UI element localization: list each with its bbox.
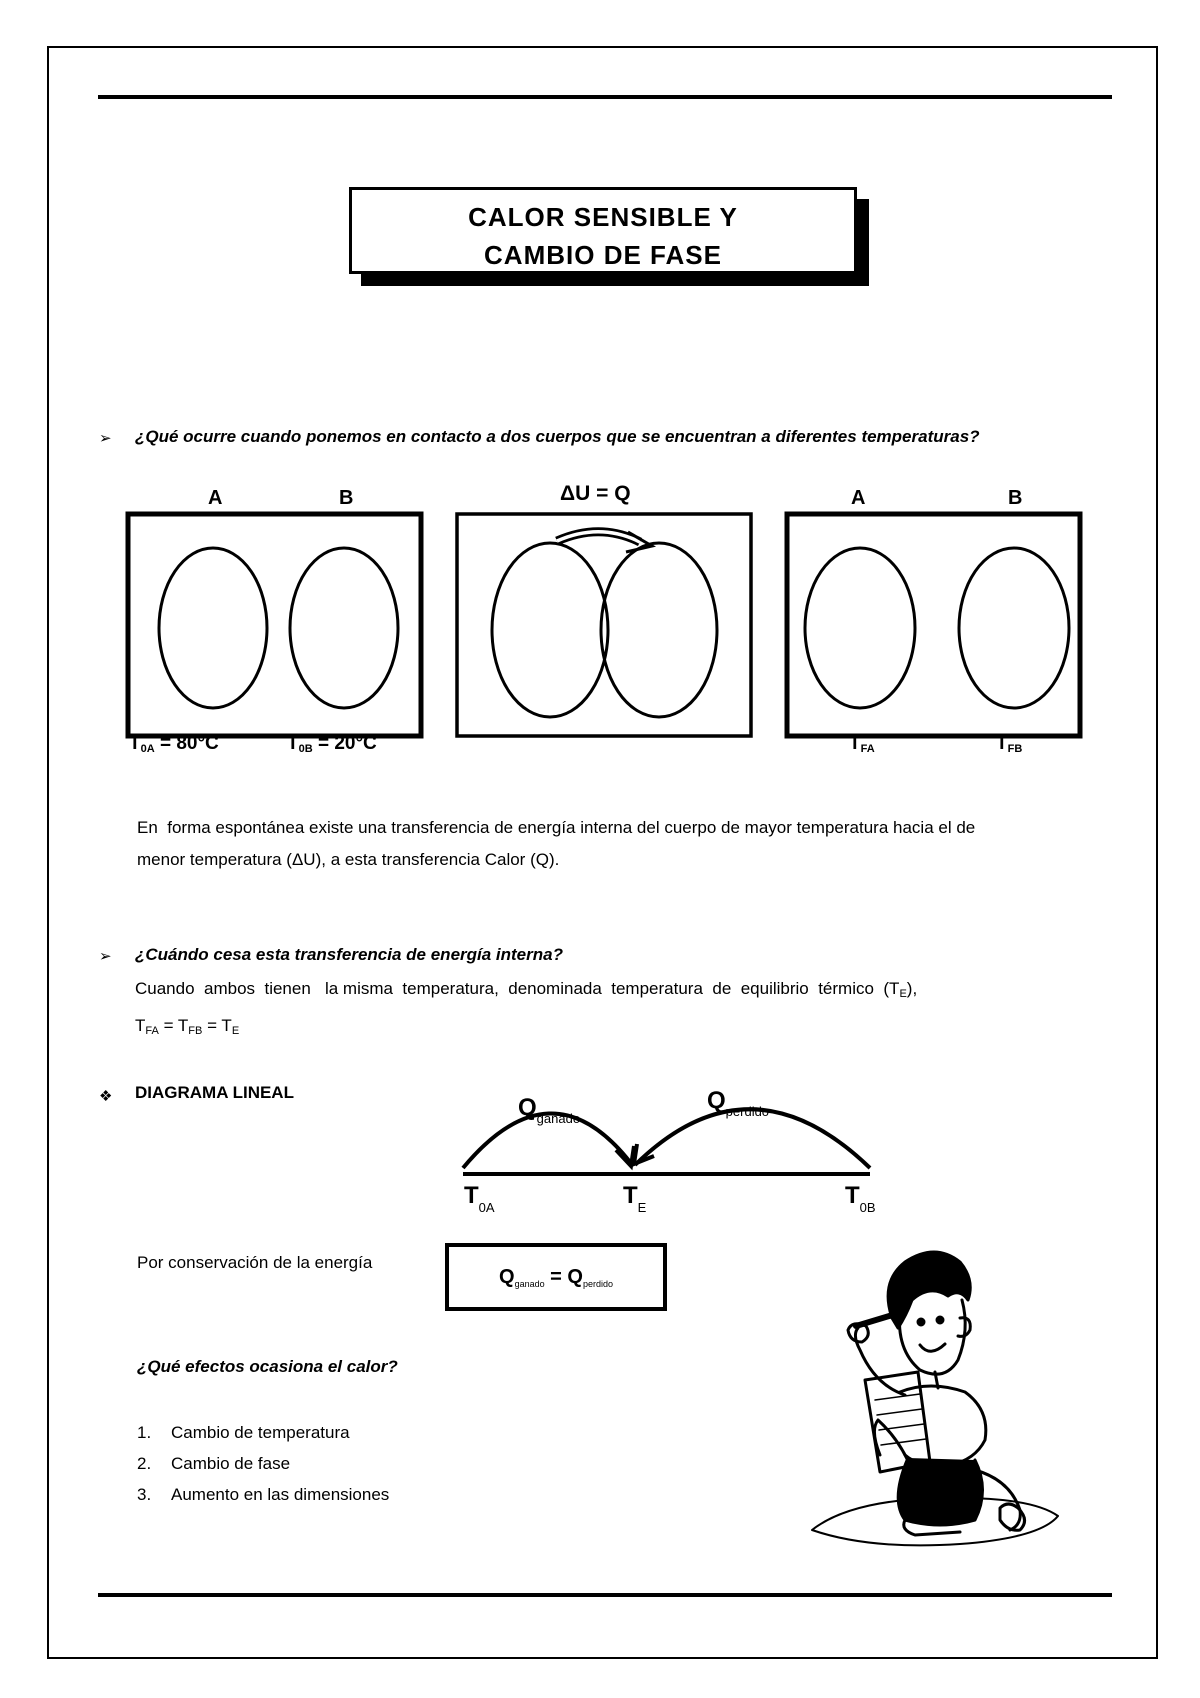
eq-q-lost-sub: perdido [582,1279,613,1289]
diamond-bullet-icon: ❖ [99,1088,113,1105]
title-line-2: CAMBIO DE FASE [484,240,722,270]
list-item-number: 2. [137,1454,152,1473]
eq-q-lost-main: Q [567,1266,583,1288]
list-item-number: 3. [137,1485,152,1504]
effects-heading: ¿Qué efectos ocasiona el calor? [137,1357,398,1376]
q-lost-main: Q [707,1087,726,1114]
q2-answer-line-1-end: ), [906,979,918,998]
tfa-sub: FA [145,1025,159,1037]
mouth [920,1344,945,1351]
raised-arm [855,1328,905,1395]
eq-q-gained-sub: ganado [514,1279,545,1289]
conservation-text: Por conservación de la energía [137,1253,373,1272]
q-lost-sub: perdido [725,1104,770,1119]
te-diagram-sub: E [637,1200,647,1215]
paragraph-1-line-2: menor temperatura (ΔU), a esta transferencia Calor (Q). [137,850,560,869]
q2-text: ¿Cuándo cesa esta transferencia de energía interna? [135,945,563,964]
temp-fb-sub: FB [1007,743,1023,755]
list-item-text: Aumento en las dimensiones [171,1485,390,1504]
q1-text: ¿Qué ocurre cuando ponemos en contacto a dos cuerpos que se encuentran a diferentes temperaturas? [135,427,980,446]
t0a-main: T [464,1182,479,1209]
title-line-1: CALOR SENSIBLE Y [468,202,738,232]
temp-0b-main: T [287,733,299,754]
temp-fa-main: T [849,733,861,754]
temp-0b-value: = 20°C [317,733,377,754]
panel-3-label-a: A [851,487,866,509]
list-item-text: Cambio de fase [171,1454,291,1473]
temp-0a-sub: 0A [140,743,155,755]
diagram-heading: DIAGRAMA LINEAL [135,1083,294,1102]
te-main: = T [202,1016,232,1035]
t0b-main: T [845,1182,860,1209]
tfa-main: T [135,1016,146,1035]
temp-0b-sub: 0B [298,743,313,755]
pencil [856,1314,896,1326]
eye-left [918,1319,924,1325]
list-item-number: 1. [137,1423,152,1442]
face [899,1300,965,1374]
panel-3-label-b: B [1008,487,1023,509]
temp-fa-sub: FA [860,743,875,755]
q-gained-sub: ganado [536,1111,581,1126]
t0b-sub: 0B [859,1200,876,1215]
t0a-sub: 0A [478,1200,495,1215]
tfb-main: = T [158,1016,189,1035]
notepad-lines [875,1394,926,1445]
q2-bullet-icon: ➢ [99,948,112,965]
notepad [865,1372,930,1472]
q2-answer-line-1-sub: E [899,988,907,1000]
te-diagram-main: T [623,1182,638,1209]
temp-0a-main: T [129,733,141,754]
panel-2-label: ΔU = Q [560,482,631,505]
eq-equals: = [544,1266,568,1288]
panel-1-label-b: B [339,487,354,509]
eq-q-gained-main: Q [499,1266,515,1288]
temp-fb-main: T [996,733,1008,754]
shorts [898,1458,982,1525]
q2-answer-line-1-text: Cuando ambos tienen la misma temperatura, denominada temperatura de equilibrio térmico (T [135,979,900,998]
paragraph-1-line-1: En forma espontánea existe una transferencia de energía interna del cuerpo de mayor temperatura hacia el de [137,818,976,837]
panel-1-label-a: A [208,487,223,509]
te-sub: E [231,1025,240,1037]
tfb-sub: FB [188,1025,203,1037]
list-item-text: Cambio de temperatura [171,1423,350,1442]
bottom-rule [98,1593,1112,1597]
temp-0a-value: = 80°C [159,733,219,754]
q1-bullet-icon: ➢ [99,430,112,447]
q-gained-main: Q [518,1094,537,1121]
eye-right [937,1317,943,1323]
